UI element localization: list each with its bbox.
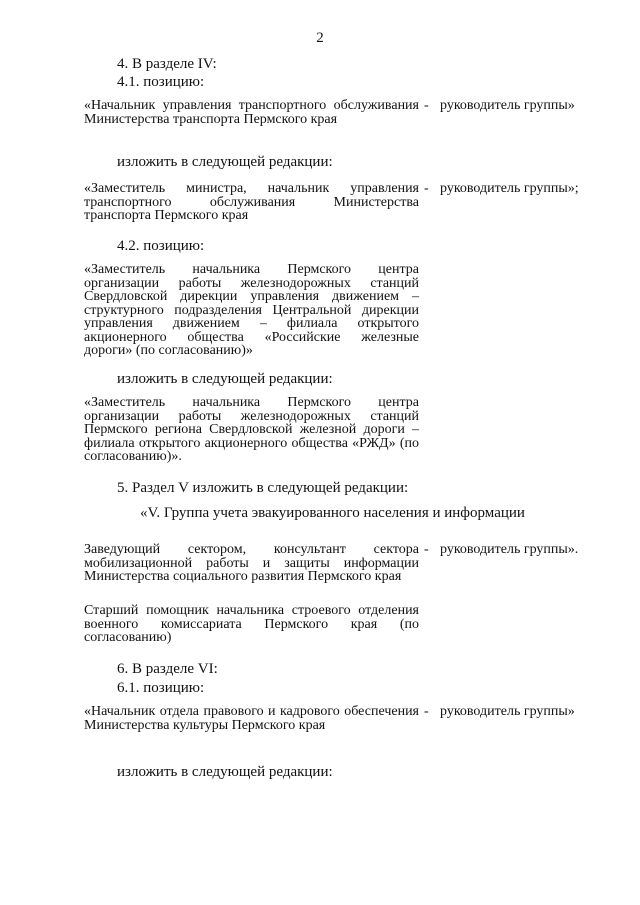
section-5-heading: 5. Раздел V изложить в следующей редакции:	[117, 480, 409, 496]
entry-text: «Заместитель начальника Пермского центра организации работы железнодорожных станций Свердловской дирекции управления движением – структурного подразделения Центральной дирекции управления движением – филиала открытого акционерного общества «Российские железные дороги» (по согласованию)»	[84, 262, 419, 358]
page-number: 2	[316, 30, 324, 46]
item-4-1-heading: 4.1. позицию:	[117, 74, 205, 90]
section-v-title: «V. Группа учета эвакуированного населения и информации	[140, 505, 525, 521]
entry-text: «Начальник отдела правового и кадрового обеспечения Министерства культуры Пермского края	[84, 704, 419, 733]
revision-instruction-2: изложить в следующей редакции:	[117, 371, 333, 387]
entry-text: «Заместитель начальника Пермского центра организации работы железнодорожных станций Пермского региона Свердловской железной дороги – филиала открытого акционерного общества «РЖД» (по согласованию)».	[84, 395, 419, 464]
entry-text: «Заместитель министра, начальник управления транспортного обслуживания Министерства транспорта Пермского края	[84, 181, 419, 223]
item-6-1-heading: 6.1. позицию:	[117, 680, 205, 696]
entry-role: руководитель группы».	[440, 542, 579, 557]
entry-text: «Начальник управления транспортного обслуживания Министерства транспорта Пермского края	[84, 98, 419, 127]
entry-role: руководитель группы»	[440, 98, 575, 113]
entry-dash: -	[424, 181, 429, 196]
entry-text: Старший помощник начальника строевого отделения военного комиссариата Пермского края (по согласованию)	[84, 603, 419, 645]
entry-role: руководитель группы»	[440, 704, 575, 719]
entry-dash: -	[424, 542, 429, 557]
revision-instruction-1: изложить в следующей редакции:	[117, 154, 333, 170]
item-4-2-heading: 4.2. позицию:	[117, 238, 205, 254]
revision-instruction-3: изложить в следующей редакции:	[117, 764, 333, 780]
entry-role: руководитель группы»;	[440, 181, 579, 196]
section-6-heading: 6. В разделе VI:	[117, 661, 218, 677]
entry-dash: -	[424, 704, 429, 719]
section-4-heading: 4. В разделе IV:	[117, 56, 217, 72]
entry-dash: -	[424, 98, 429, 113]
entry-text: Заведующий сектором, консультант сектора мобилизационной работы и защиты информации Министерства социального развития Пермского края	[84, 542, 419, 584]
